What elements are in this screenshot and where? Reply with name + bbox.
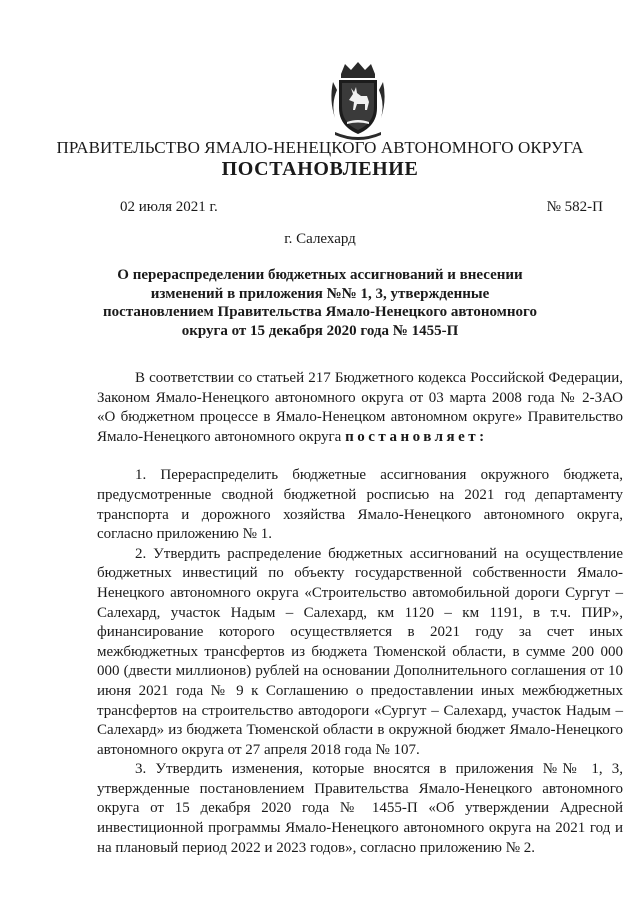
- government-title: ПРАВИТЕЛЬСТВО ЯМАЛО-НЕНЕЦКОГО АВТОНОМНОГО ОКРУГА: [56, 138, 584, 157]
- document-body: [97, 369, 623, 858]
- document-date: 02 июля 2021 г.: [120, 199, 218, 215]
- preamble-text: В соответствии со статьей 217 Бюджетного кодекса Российской Федерации, Законом Ямало-Ненецкого автономного округа от 03 марта 2008 года № 2-ЗАО «О бюджетном процессе в Ямало-Ненецком автономном округе» Правительство Ямало-Ненецкого автономного округа: [97, 370, 623, 445]
- document-city: г. Салехард: [284, 231, 356, 247]
- document-subject: О перераспределении бюджетных ассигнований и внесении изменений в приложения №№ 1, 3, утвержденные постановлением Правительства Ямало-Ненецкого автономного округа от 15 декабря 2020 года № 1455-П: [103, 267, 537, 339]
- item-paragraph-3: 3. Утвердить изменения, которые вносятся в приложения №№ 1, 3, утвержденные постановлением Правительства Ямало-Ненецкого автономного округа от 15 декабря 2020 года № 1455-П «Об утверждении Адресной инвестиционной программы Ямало-Ненецкого автономного округа на 2021 год и на плановый период 2022 и 2023 годов», согласно приложению № 2.: [97, 761, 623, 856]
- document-number: № 582-П: [546, 199, 603, 215]
- decree-word: постановляет:: [345, 428, 488, 445]
- preamble-paragraph: [97, 369, 623, 447]
- coat-of-arms-emblem: [327, 60, 389, 140]
- document-type: ПОСТАНОВЛЕНИЕ: [221, 158, 419, 180]
- item-paragraph-2: 2. Утвердить распределение бюджетных ассигнований на осуществление бюджетных инвестиций по объекту государственной собственности Ямало-Ненецкого автономного округа «Строительство автомобильной дороги Сургут – Салехард, участок Надым – Салехард, км 1120 – км 1191, в т.ч. ПИР», финансирование которого осуществляется в 2021 году за счет иных межбюджетных трансфертов из бюджета Тюменской области, в сумме 200 000 000 (двести миллионов) рублей на основании Дополнительного соглашения от 10 июня 2021 года № 9 к Соглашению о предоставлении иных межбюджетных трансфертов на строительство автодороги «Сургут – Салехард, участок Надым – Салехард» из бюджета Тюменской области в окружной бюджет Ямало-Ненецкого автономного округа от 27 апреля 2018 года № 107.: [97, 545, 623, 758]
- item-paragraph-1: 1. Перераспределить бюджетные ассигнования окружного бюджета, предусмотренные сводной бюджетной росписью на 2021 год департаменту транспорта и дорожного хозяйства Ямало-Ненецкого автономного округа, согласно приложению № 1.: [97, 467, 623, 543]
